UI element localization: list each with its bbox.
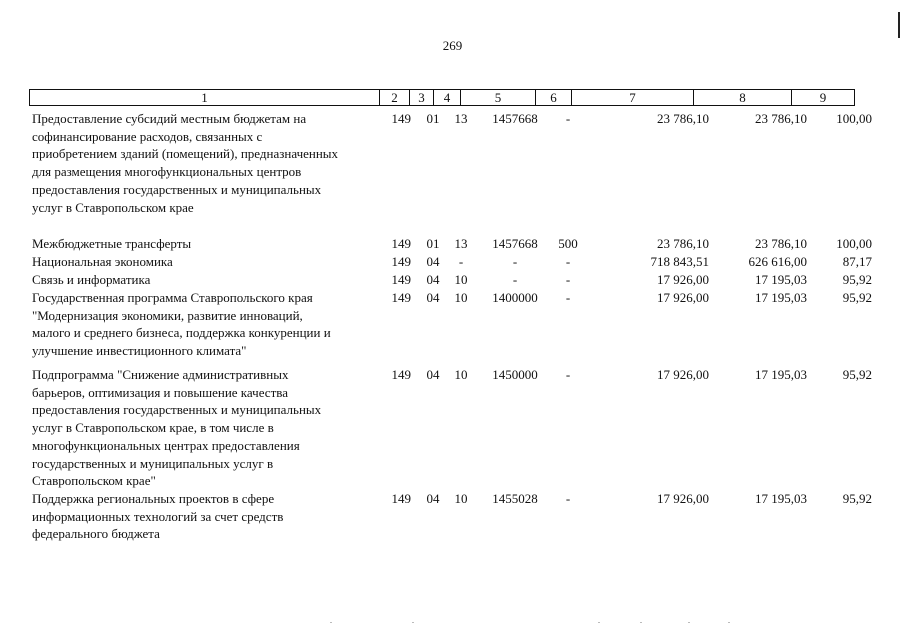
percent-executed: 87,17 xyxy=(842,254,872,269)
amount-actual: 23 786,10 xyxy=(755,236,807,251)
percent-executed: 95,92 xyxy=(842,491,872,506)
code-section: 04 xyxy=(426,290,440,305)
code-target: - xyxy=(512,254,518,269)
code-section: 04 xyxy=(426,491,440,506)
amount-plan: 23 786,10 xyxy=(657,236,709,251)
amount-plan: 23 786,10 xyxy=(657,111,709,126)
page-number: 269 xyxy=(442,38,463,53)
amount-actual: 23 786,10 xyxy=(755,111,807,126)
header-col-9: 9 xyxy=(792,90,855,105)
table-header xyxy=(29,89,855,106)
percent-executed: 95,92 xyxy=(842,367,872,382)
code-expense-type: - xyxy=(565,254,571,269)
code-section: 04 xyxy=(426,272,440,287)
code-section: 01 xyxy=(426,236,440,251)
row-name-line: услуг в Ставропольском крае xyxy=(32,199,194,215)
code-subsection: 10 xyxy=(454,272,468,287)
header-col-8: 8 xyxy=(694,90,792,105)
row-name-line: многофункциональных центрах предоставления xyxy=(32,437,300,453)
percent-executed: 100,00 xyxy=(836,111,872,126)
code-subsection: - xyxy=(458,254,464,269)
code-section: 04 xyxy=(426,254,440,269)
amount-actual: 17 195,03 xyxy=(755,290,807,305)
code-section: 01 xyxy=(426,111,440,126)
code-subsection: 13 xyxy=(454,111,468,126)
amount-plan: 718 843,51 xyxy=(650,254,709,269)
row-name-line: Связь и информатика xyxy=(32,272,151,287)
percent-executed: 100,00 xyxy=(836,236,872,251)
row-name xyxy=(32,235,382,253)
row-name-line: Государственная программа Ставропольского края xyxy=(32,290,313,305)
code-ved: 149 xyxy=(391,367,411,382)
code-ved: 149 xyxy=(391,111,411,126)
row-name-line: предоставления государственных и муниципальных xyxy=(32,181,322,197)
amount-plan: 17 926,00 xyxy=(657,367,709,382)
row-name-line: Ставропольском крае" xyxy=(32,473,156,489)
row-name-line: Поддержка региональных проектов в сфере xyxy=(32,491,275,506)
percent-executed: 95,92 xyxy=(842,272,872,287)
code-ved: 149 xyxy=(391,290,411,305)
scan-edge-mark xyxy=(898,12,900,38)
code-target: - xyxy=(512,272,518,287)
code-ved: 149 xyxy=(391,272,411,287)
row-name-line: Национальная экономика xyxy=(32,254,173,269)
row-name xyxy=(32,490,382,543)
row-name-line: Предоставление субсидий местным бюджетам на xyxy=(32,111,307,126)
code-target: 1400000 xyxy=(492,290,538,305)
amount-actual: 17 195,03 xyxy=(755,367,807,382)
code-target: 1450000 xyxy=(492,367,538,382)
header-col-6: 6 xyxy=(536,90,572,105)
row-name xyxy=(32,271,382,289)
code-target: 1457668 xyxy=(492,236,538,251)
code-subsection: 13 xyxy=(454,236,468,251)
code-ved: 149 xyxy=(391,236,411,251)
row-name xyxy=(32,366,382,490)
amount-plan: 17 926,00 xyxy=(657,290,709,305)
amount-actual: 17 195,03 xyxy=(755,491,807,506)
row-name-line: информационных технологий за счет средств xyxy=(32,508,284,524)
header-col-1: 1 xyxy=(30,90,380,105)
code-expense-type: - xyxy=(565,290,571,305)
code-expense-type: 500 xyxy=(558,236,578,251)
amount-plan: 17 926,00 xyxy=(657,272,709,287)
row-name-line: государственных и муниципальных услуг в xyxy=(32,455,274,471)
footer-scan-noise xyxy=(0,622,905,624)
row-name-line: барьеров, оптимизация и повышение качества xyxy=(32,384,288,400)
code-ved: 149 xyxy=(391,254,411,269)
percent-executed: 95,92 xyxy=(842,290,872,305)
row-name-line: малого и среднего бизнеса, поддержка конкуренции и xyxy=(32,325,331,341)
row-name-line: федерального бюджета xyxy=(32,526,160,542)
row-name-line: для размещения многофункциональных центров xyxy=(32,164,302,180)
row-name xyxy=(32,110,382,216)
row-name-line: услуг в Ставропольском крае, в том числе в xyxy=(32,420,274,436)
code-subsection: 10 xyxy=(454,290,468,305)
row-name-line: предоставления государственных и муниципальных xyxy=(32,402,322,418)
code-target: 1455028 xyxy=(492,491,538,506)
row-name xyxy=(32,253,382,271)
row-name-line: Подпрограмма "Снижение административных xyxy=(32,367,289,382)
code-section: 04 xyxy=(426,367,440,382)
row-name-line: Межбюджетные трансферты xyxy=(32,236,192,251)
row-name-line: приобретением зданий (помещений), предназначенных xyxy=(32,146,339,162)
row-name xyxy=(32,289,382,360)
header-col-7: 7 xyxy=(572,90,694,105)
code-expense-type: - xyxy=(565,272,571,287)
amount-plan: 17 926,00 xyxy=(657,491,709,506)
code-target: 1457668 xyxy=(492,111,538,126)
header-col-5: 5 xyxy=(461,90,536,105)
amount-actual: 626 616,00 xyxy=(748,254,807,269)
code-expense-type: - xyxy=(565,111,571,126)
code-expense-type: - xyxy=(565,491,571,506)
row-name-line: софинансирование расходов, связанных с xyxy=(32,128,263,144)
amount-actual: 17 195,03 xyxy=(755,272,807,287)
header-col-4: 4 xyxy=(434,90,461,105)
row-name-line: "Модернизация экономики, развитие инноваций, xyxy=(32,307,303,323)
code-subsection: 10 xyxy=(454,491,468,506)
header-col-2: 2 xyxy=(380,90,410,105)
code-ved: 149 xyxy=(391,491,411,506)
header-col-3: 3 xyxy=(410,90,434,105)
row-name-line: улучшение инвестиционного климата" xyxy=(32,343,247,359)
code-subsection: 10 xyxy=(454,367,468,382)
code-expense-type: - xyxy=(565,367,571,382)
